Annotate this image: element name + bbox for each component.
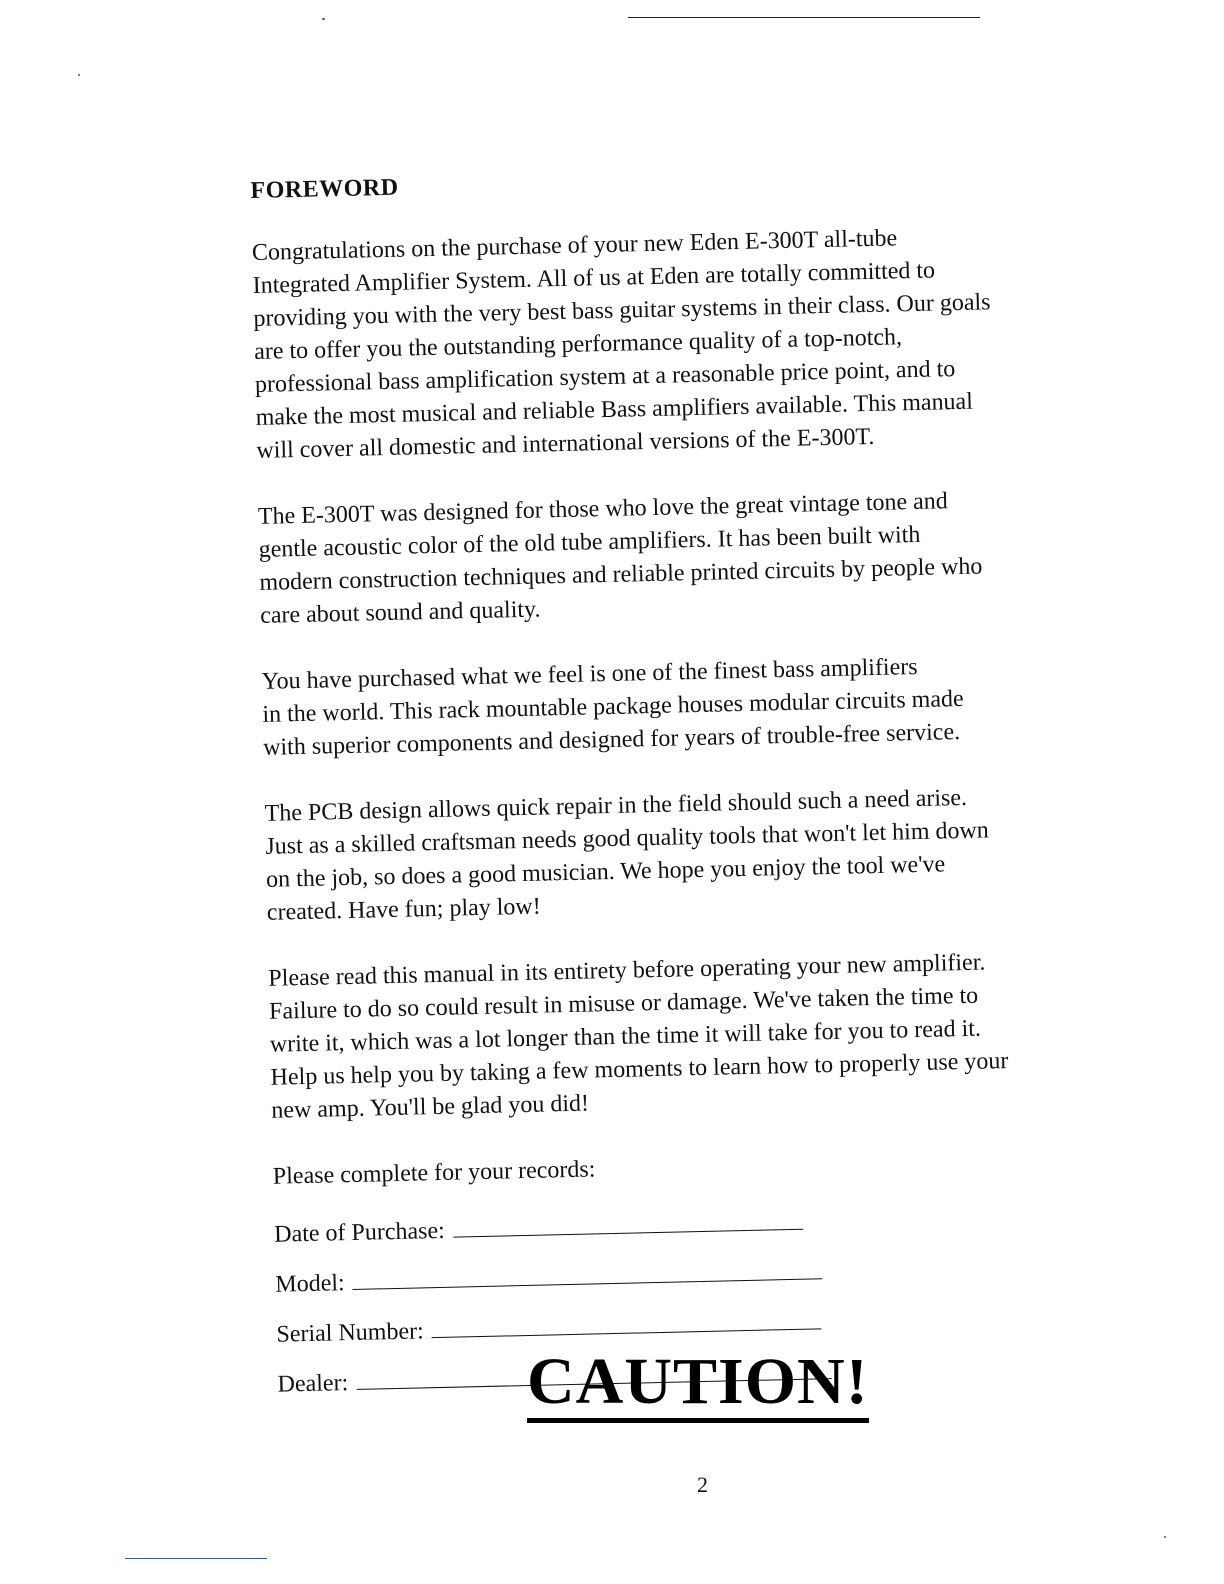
text-line: The PCB design allows quick repair in the field should such a need arise. (264, 784, 968, 827)
text-line: are to offer you the outstanding performance quality of a top-notch, (253, 324, 903, 365)
text-line: providing you with the very best bass guitar systems in their class. Our goals (253, 289, 991, 332)
dealer-label: Dealer: (277, 1370, 349, 1398)
text-line: on the job, so does a good musician. We hope you enjoy the tool we've (265, 851, 946, 893)
text-line: will cover all domestic and international versions of the E-300T. (256, 423, 875, 464)
date-of-purchase-label: Date of Purchase: (273, 1217, 446, 1248)
paragraph-purchase (261, 646, 1133, 765)
scan-speck (78, 74, 80, 76)
text-line: You have purchased what we feel is one of the finest bass amplifiers (261, 653, 918, 695)
paragraph-congratulations (252, 217, 1127, 468)
text-line: make the most musical and reliable Bass amplifiers available. This manual (255, 388, 974, 431)
scan-artifact-line-top (628, 17, 980, 18)
serial-number-label: Serial Number: (276, 1318, 425, 1348)
text-line: Integrated Amplifier System. All of us at Eden are totally committed to (252, 257, 936, 299)
text-line: new amp. You'll be glad you did! (271, 1090, 590, 1124)
date-of-purchase-blank (452, 1207, 802, 1238)
text-line: care about sound and quality. (259, 596, 541, 629)
text-line: Please read this manual in its entirety before operating your new amplifier. (268, 949, 986, 992)
section-heading: FOREWORD (250, 174, 399, 204)
text-line: in the world. This rack mountable package houses modular circuits made (262, 685, 964, 728)
scan-speck (322, 18, 325, 20)
text-line: Help us help you by taking a few moments to learn how to properly use your (270, 1048, 1009, 1091)
text-line: write it, which was a lot longer than the time it will take for you to read it. (269, 1015, 982, 1058)
paragraph-pcb (264, 778, 1137, 930)
text-line: The E-300T was designed for those who love the great vintage tone and (257, 488, 949, 530)
paragraph-read-manual (268, 943, 1142, 1128)
paragraph-design (258, 481, 1131, 633)
text-line: created. Have fun; play low! (266, 893, 542, 926)
scan-speck (1164, 1536, 1166, 1538)
text-line: Just as a skilled craftsman needs good quality tools that won't let him down (265, 817, 990, 860)
page-number: 2 (697, 1472, 708, 1497)
text-line: Failure to do so could result in misuse or damage. We've taken the time to (268, 982, 979, 1025)
text-line: professional bass amplification system at a reasonable price point, and to (254, 356, 956, 398)
text-line: Congratulations on the purchase of your new Eden E-300T all-tube (251, 225, 898, 266)
model-label: Model: (275, 1270, 345, 1298)
scan-artifact-line-bottom (125, 1558, 267, 1559)
records-prompt: Please complete for your records: (272, 1156, 596, 1190)
caution-heading: CAUTION! (527, 1346, 869, 1423)
text-line: modern construction techniques and reliable printed circuits by people who (259, 553, 983, 596)
text-line: gentle acoustic color of the old tube amplifiers. It has been built with (258, 521, 921, 563)
foreword-section (250, 148, 1148, 1418)
text-line: with superior components and designed for years of trouble-free service. (262, 719, 961, 761)
